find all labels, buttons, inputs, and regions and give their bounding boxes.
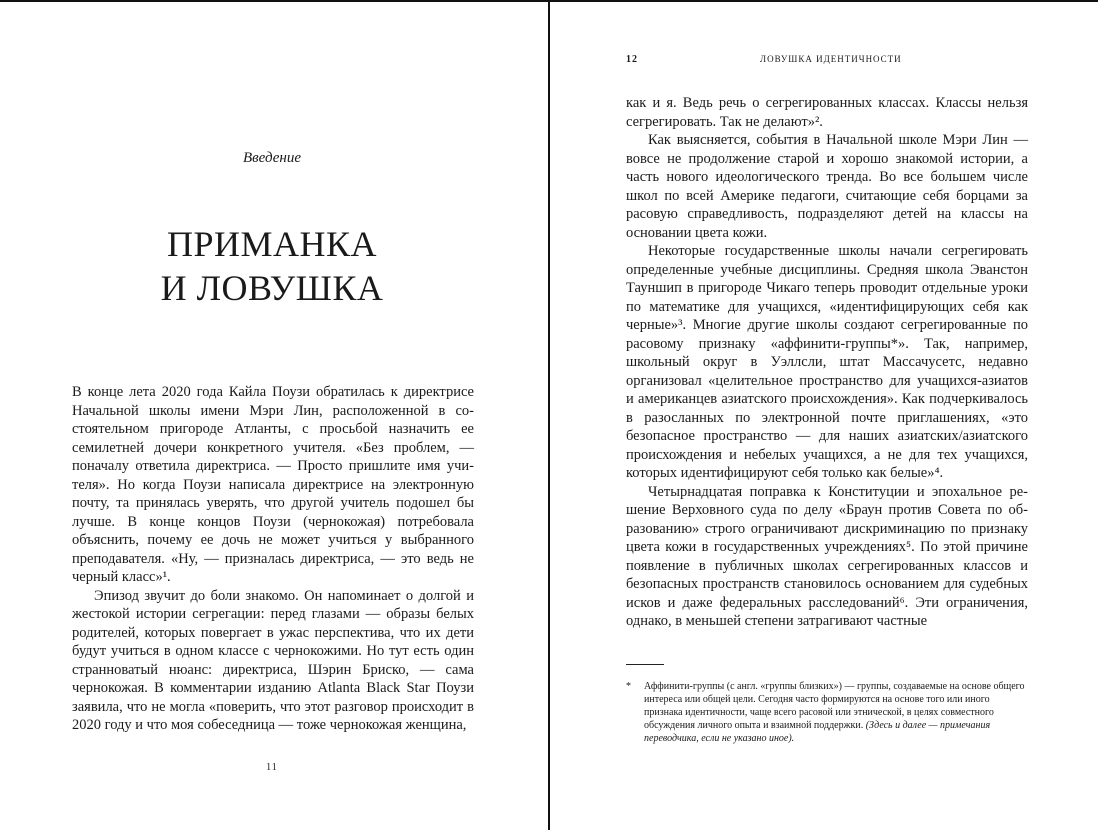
paragraph: В конце лета 2020 года Кайла Поузи обратилась к директрисе Начальной школы имени Мэри Лин, расположенной в состоятельном пригороде Атланты, с просьбой назначить ее семилетней дочери конкретного учителя. «Без проблем, — поначалу ответила директриса. — Просто пришлите имя учителя». Но когда Поузи написала директрисе на электронную почту, та принялась уверять, что другой учитель подошел бы лучше. В конце концов Поузи (чернокожая) потребовала объяснить, почему ее дочь не может учиться у выбранного преподавателя. «Ну, — призналась директриса, — это ведь не черный класс»¹. — [72, 384, 474, 585]
footnote — [626, 680, 1028, 745]
footnote-mark: * — [626, 681, 631, 692]
running-head-title: ЛОВУШКА ИДЕНТИЧНОСТИ — [760, 54, 902, 64]
right-body-text — [626, 94, 1028, 631]
paragraph: Как выясняется, события в Начальной школе Мэри Лин — вовсе не продолжение старой и хорошо знакомой истории, а часть нового идеологического тренда. Во все большем числе школ по всей Америке педагоги, считающие себя борцами за расовую справедливость, подразделяют детей на классы на основании цвета кожи. — [626, 132, 1028, 241]
right-page — [550, 0, 1098, 830]
chapter-title-line-2: И ЛОВУШКА — [160, 268, 384, 308]
page-number-right: 12 — [626, 54, 638, 65]
footnote-body: Аффинити-группы (с англ. «группы близких») — группы, создаваемые на основе общего интереса или общей цели. Сегодня часто формируются на основе того или иного признака идентичности, чаще всего расовой или этнической, в целях совместного обсуждения личного опыта и взаимной поддержки. — [644, 681, 1025, 731]
paragraph: Эпизод звучит до боли знакомо. Он напоминает о долгой и жестокой истории сегрегации: перед глазами — образы белых родителей, которых повергает в ужас перспектива, что их дети будут учиться в одном классе с чернокожими. Но тут есть один странноватый нюанс: директриса, Шэрин Бриско, — сама чернокожая. В комментарии изданию Atlanta Black Star Поузи заявила, что не могла «поверить, что этот разговор происходит в 2020 году и что моя собеседница — тоже чернокожая женщина, — [72, 587, 474, 733]
paragraph: как и я. Ведь речь о сегрегированных классах. Классы нельзя сегрегировать. Так не делают»². — [626, 95, 1028, 130]
translator-note: (Здесь и далее — примечания переводчика, если не указано иное). — [644, 720, 991, 744]
page-number-left: 11 — [266, 762, 278, 773]
footnote-rule — [626, 664, 664, 665]
footnote-text — [644, 680, 1028, 745]
chapter-title — [0, 222, 544, 310]
chapter-title-line-1: ПРИМАНКА — [166, 224, 378, 264]
paragraph: Некоторые государственные школы начали сегрегировать определенные учебные дисциплины. Средняя школа Эванстон Тауншип в пригороде Чикаго теперь проводит отдельные уроки по математике для учащихся, «идентифицирующих себя как черные»³. Многие другие школы создают сегрегированные по расовому признаку «аффинити-группы*». Так, например, школьный округ в Уэллсли, штат Массачусетс, недавно организовал «целительное пространство для учащихся-азиатов и американцев азиатского происхождения». Как подчеркивалось в разосланных по электронной почте приглашениях, «это безопасное пространство — для наших азиатских/азиатского происхождения и небелых учащихся, а не для тех учащихся, которых идентифицируют себя только как белые»⁴. — [626, 243, 1028, 481]
chapter-label: Введение — [243, 150, 301, 166]
paragraph: Четырнадцатая поправка к Конституции и эпохальное решение Верховного суда по делу «Браун против Совета по образованию» строго ограничивают дискриминацию по признаку цвета кожи в государственных учреждениях⁵. По этой причине появление в публичных школах сегрегированных классов и безопасных пространств становилось основанием для судебных исков и даже федеральных расследований⁶. Эти ограничения, однако, в меньшей степени затрагивают частные — [626, 483, 1028, 629]
left-body-text — [72, 383, 474, 735]
left-page — [0, 0, 548, 830]
